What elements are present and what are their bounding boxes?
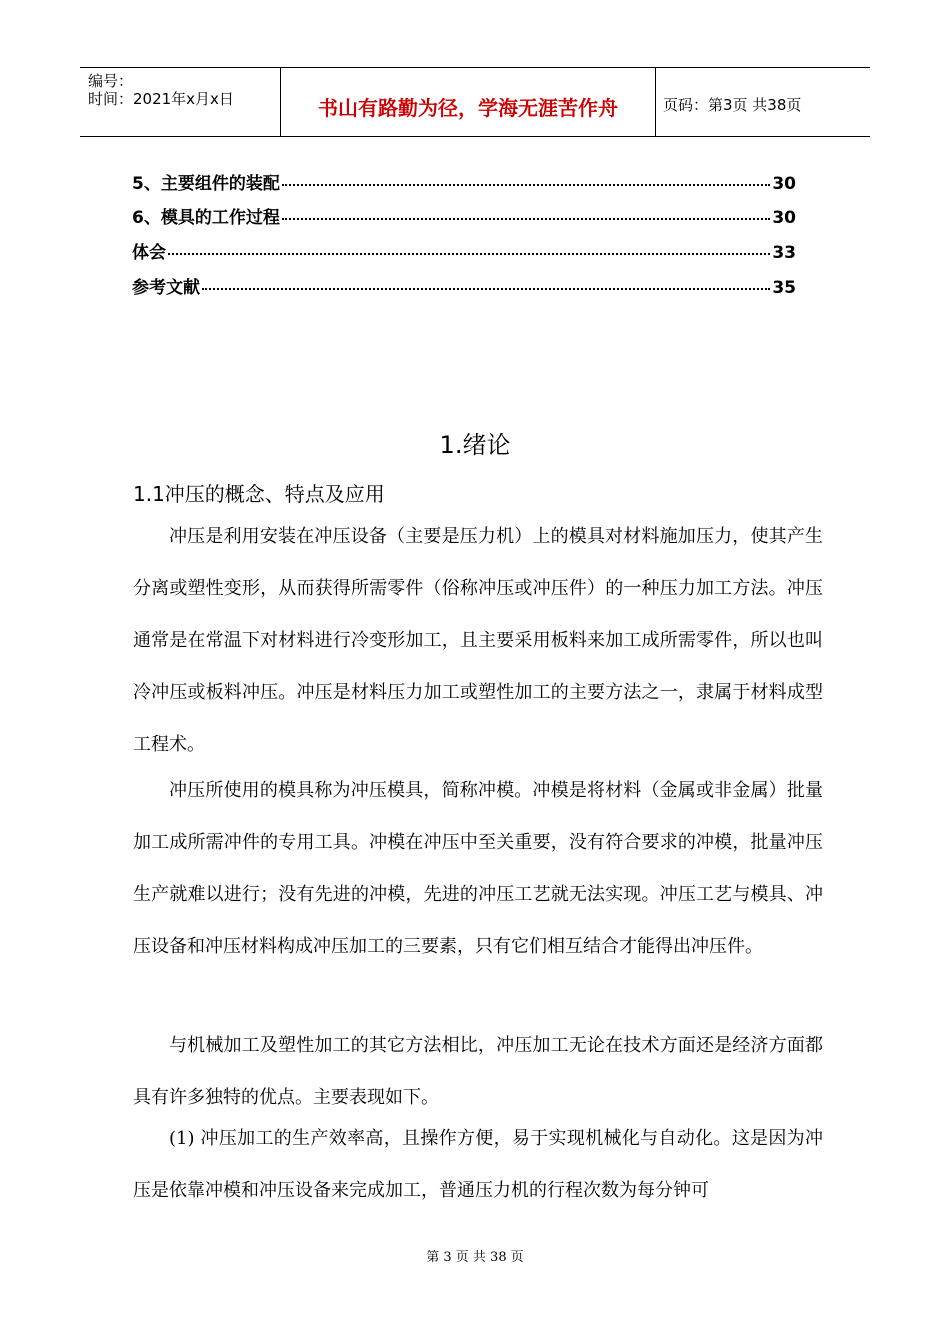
header-meta-cell bbox=[80, 68, 280, 136]
toc-leader-dots bbox=[202, 288, 770, 290]
body-paragraph: 冲压是利用安装在冲压设备（主要是压力机）上的模具对材料施加压力，使其产生分离或塑性变形，从而获得所需零件（俗称冲压或冲压件）的一种压力加工方法。冲压通常是在常温下对材料进行冷变形加工，且主要采用板料来加工成所需零件，所以也叫冷冲压或板料冲压。冲压是材料压力加工或塑性加工的主要方法之一，隶属于材料成型工程术。 bbox=[133, 526, 823, 755]
toc-entry[interactable] bbox=[132, 238, 796, 263]
body-paragraph: 冲压所使用的模具称为冲压模具，简称冲模。冲模是将材料（金属或非金属）批量加工成所需冲件的专用工具。冲模在冲压中至关重要，没有符合要求的冲模，批量冲压生产就难以进行；没有先进的冲模，先进的冲压工艺就无法实现。冲压工艺与模具、冲压设备和冲压材料构成冲压加工的三要素，只有它们相互结合才能得出冲压件。 bbox=[133, 780, 823, 957]
toc-entry-page: 33 bbox=[772, 243, 796, 263]
header-page-cell bbox=[655, 68, 870, 136]
toc-entry[interactable] bbox=[132, 273, 796, 298]
toc-entry-page: 35 bbox=[772, 278, 796, 298]
number-label: 编号： bbox=[88, 72, 134, 90]
toc-leader-dots bbox=[168, 253, 770, 255]
section-title: 1.1冲压的概念、特点及应用 bbox=[133, 482, 385, 506]
time-label: 时间：2021年x月x日 bbox=[88, 90, 234, 108]
toc-entry-page: 30 bbox=[772, 208, 796, 228]
toc-entry-page: 30 bbox=[772, 174, 796, 194]
toc-entry[interactable] bbox=[132, 203, 796, 228]
page-header bbox=[80, 67, 870, 137]
body-paragraph: 与机械加工及塑性加工的其它方法相比，冲压加工无论在技术方面还是经济方面都具有许多独特的优点。主要表现如下。 bbox=[133, 1035, 823, 1108]
chapter-title: 1.绪论 bbox=[439, 431, 511, 459]
body-paragraph: (1) 冲压加工的生产效率高，且操作方便，易于实现机械化与自动化。这是因为冲压是依靠冲模和冲压设备来完成加工，普通压力机的行程次数为每分钟可 bbox=[133, 1128, 823, 1201]
toc-entry-label: 体会 bbox=[132, 243, 166, 263]
toc-leader-dots bbox=[282, 218, 770, 220]
page-info: 页码：第3页 共38页 bbox=[663, 96, 802, 114]
toc-entry-label: 6、模具的工作过程 bbox=[132, 208, 280, 228]
toc-entry-label: 参考文献 bbox=[132, 278, 200, 298]
page-footer: 第 3 页 共 38 页 bbox=[426, 1250, 524, 1265]
motto: 书山有路勤为径，学海无涯苦作舟 bbox=[318, 96, 618, 120]
toc-leader-dots bbox=[282, 184, 770, 186]
toc-entry-label: 5、主要组件的装配 bbox=[132, 174, 280, 194]
toc-entry[interactable] bbox=[132, 169, 796, 194]
header-motto-cell bbox=[280, 68, 656, 136]
